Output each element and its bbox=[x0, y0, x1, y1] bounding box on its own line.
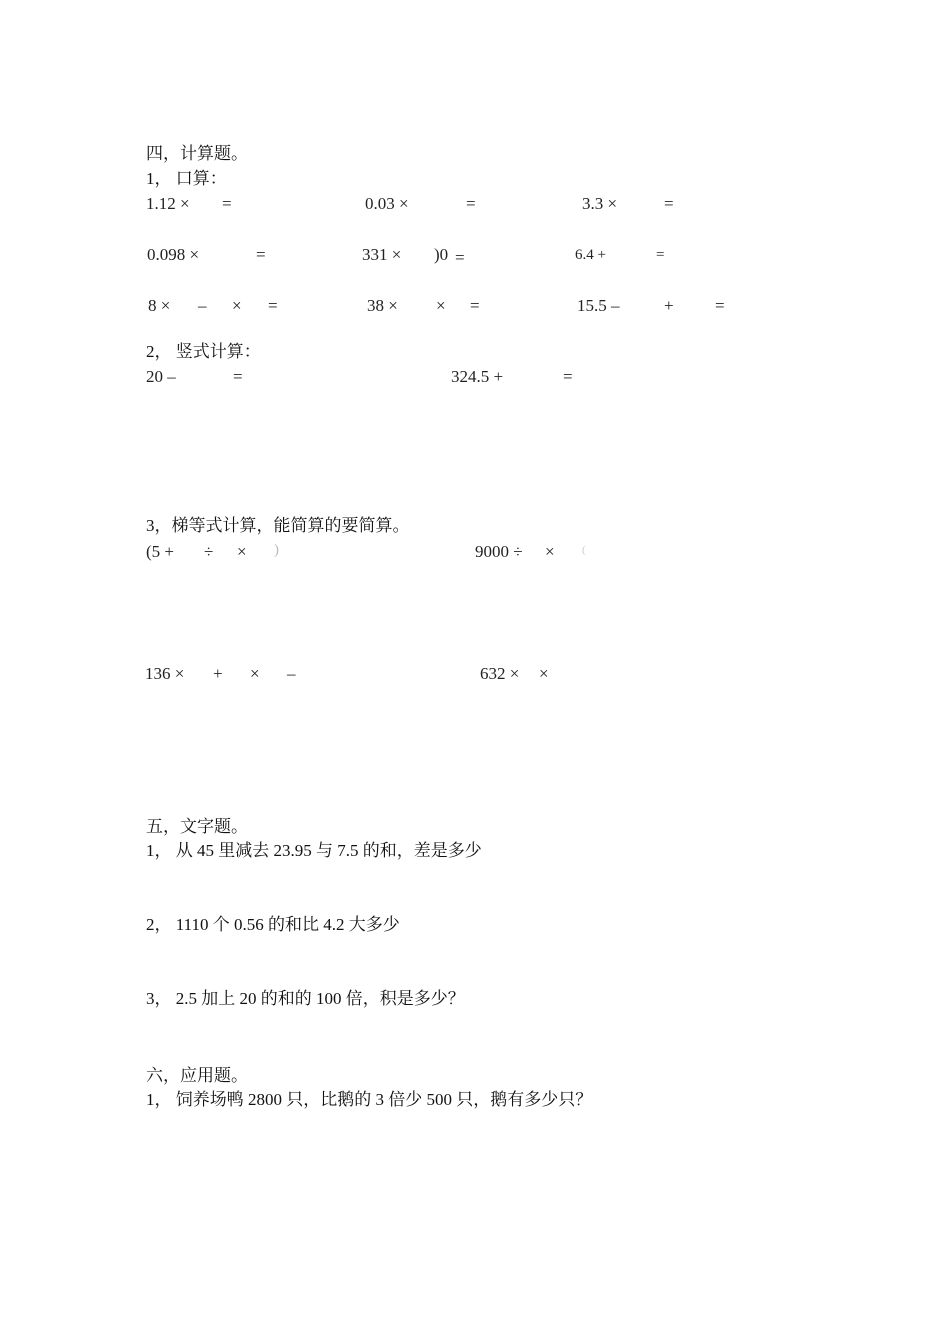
stepwise-heading: 3，梯等式计算，能简算的要简算。 bbox=[146, 516, 410, 535]
stepwise-item1-tail: ) bbox=[274, 542, 279, 558]
oral-r3-c3-eq: = bbox=[715, 296, 725, 315]
oral-r1-c3-eq: = bbox=[664, 194, 674, 213]
stepwise-item4-expr: 632 × bbox=[480, 664, 520, 683]
oral-r2-c2-expr: 331 × bbox=[362, 245, 402, 264]
stepwise-item4-op1: × bbox=[539, 664, 549, 683]
oral-r2-c3-expr: 6.4 + bbox=[575, 247, 606, 263]
oral-r3-c3-op1: + bbox=[664, 296, 674, 315]
stepwise-item3-op1: + bbox=[213, 664, 223, 683]
section6-item1: 1， 饲养场鸭 2800 只，比鹅的 3 倍少 500 只，鹅有多少只？ bbox=[146, 1090, 593, 1109]
oral-r1-c3-expr: 3.3 × bbox=[582, 194, 618, 213]
vertical-item1-eq: = bbox=[233, 367, 243, 386]
stepwise-item3-op3: – bbox=[287, 664, 296, 683]
section5-item3: 3， 2.5 加上 20 的和的 100 倍，积是多少？ bbox=[146, 989, 465, 1008]
oral-r1-c2-eq: = bbox=[466, 194, 476, 213]
oral-r2-c1-eq: = bbox=[256, 245, 266, 264]
oral-r3-c1-expr: 8 × bbox=[148, 296, 171, 315]
oral-r2-c2-eq: = bbox=[455, 248, 465, 267]
oral-r2-c1-expr: 0.098 × bbox=[147, 245, 200, 264]
oral-r3-c2-eq: = bbox=[470, 296, 480, 315]
stepwise-item1-expr: (5 + bbox=[146, 542, 174, 561]
oral-r2-c2-tail: )0 bbox=[434, 245, 449, 264]
oral-r3-c1-eq: = bbox=[268, 296, 278, 315]
oral-r3-c1-op1: – bbox=[198, 296, 207, 315]
stepwise-item2-op1: × bbox=[545, 542, 555, 561]
section6-title: 六，应用题。 bbox=[146, 1066, 248, 1085]
stepwise-item2-expr: 9000 ÷ bbox=[475, 542, 523, 561]
oral-r1-c1-eq: = bbox=[222, 194, 232, 213]
vertical-item1-expr: 20 – bbox=[146, 367, 176, 386]
vertical-heading: 2， 竖式计算： bbox=[146, 342, 261, 361]
section4-title: 四，计算题。 bbox=[146, 144, 248, 163]
oral-r3-c1-op2: × bbox=[232, 296, 242, 315]
section5-item2: 2， 1110 个 0.56 的和比 4.2 大多少 bbox=[146, 915, 400, 934]
oral-r1-c1-expr: 1.12 × bbox=[146, 194, 190, 213]
stepwise-item1-op1: ÷ bbox=[204, 542, 214, 561]
stepwise-item3-expr: 136 × bbox=[145, 664, 185, 683]
stepwise-item1-op2: × bbox=[237, 542, 247, 561]
oral-r2-c3-eq: = bbox=[656, 247, 665, 263]
oral-r1-c2-expr: 0.03 × bbox=[365, 194, 409, 213]
section5-item1: 1， 从 45 里减去 23.95 与 7.5 的和，差是多少 bbox=[146, 841, 482, 860]
section5-title: 五，文字题。 bbox=[146, 817, 248, 836]
oral-r3-c3-expr: 15.5 – bbox=[577, 296, 620, 315]
vertical-item2-eq: = bbox=[563, 367, 573, 386]
oral-r3-c2-op1: × bbox=[436, 296, 446, 315]
vertical-item2-expr: 324.5 + bbox=[451, 367, 504, 386]
stepwise-item2-tail: ( bbox=[582, 544, 586, 556]
oral-r3-c2-expr: 38 × bbox=[367, 296, 398, 315]
stepwise-item3-op2: × bbox=[250, 664, 260, 683]
oral-heading: 1， 口算： bbox=[146, 169, 227, 188]
